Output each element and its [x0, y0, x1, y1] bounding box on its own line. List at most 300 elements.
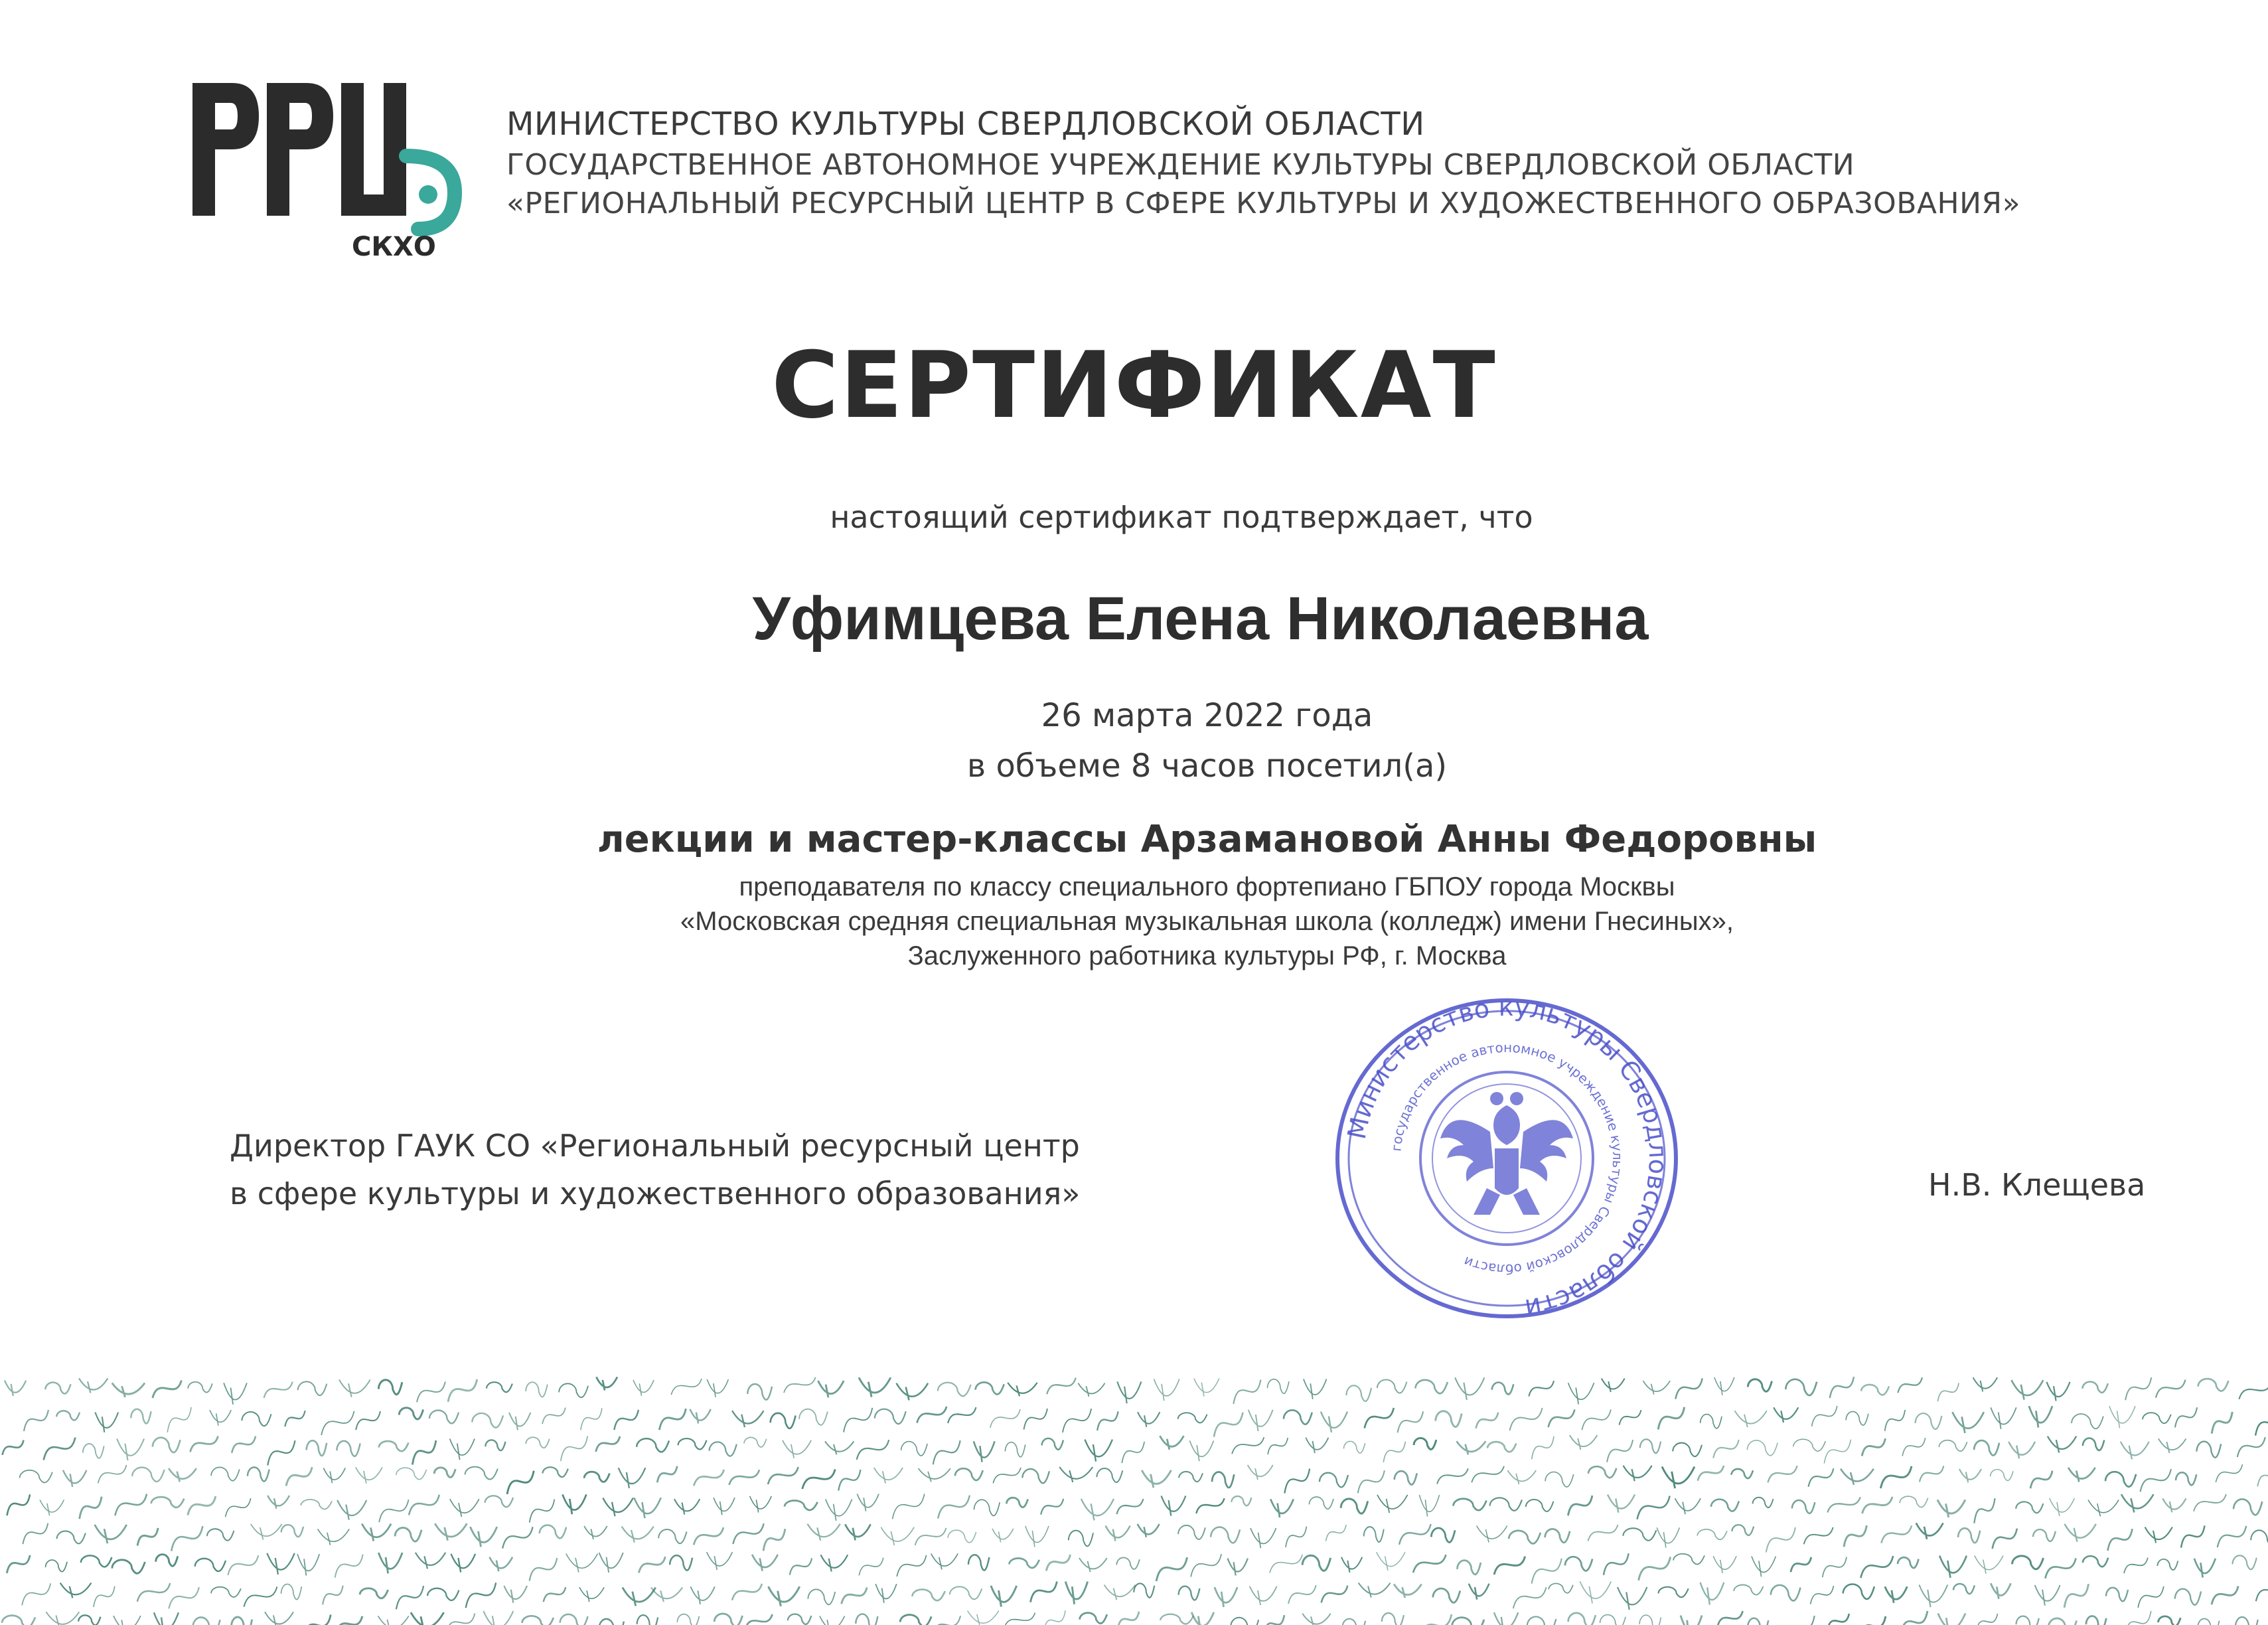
pattern-stroke	[1270, 1555, 1302, 1573]
pattern-stroke	[2138, 1586, 2164, 1608]
pattern-stroke	[2048, 1436, 2076, 1453]
pattern-stroke	[1681, 1616, 1702, 1625]
pattern-stroke	[1974, 1498, 1995, 1523]
pattern-stroke	[714, 1498, 735, 1515]
pattern-stroke	[81, 1555, 112, 1567]
pattern-stroke	[1191, 1554, 1221, 1577]
pattern-stroke	[596, 1436, 620, 1452]
pattern-stroke	[881, 1527, 914, 1545]
pattern-stroke	[729, 1470, 759, 1485]
pattern-stroke	[1588, 1466, 1616, 1478]
pattern-stroke	[396, 1468, 427, 1480]
pattern-stroke	[948, 1407, 976, 1423]
pattern-stroke	[1414, 1438, 1436, 1449]
pattern-stroke	[304, 1614, 331, 1625]
pattern-stroke	[2108, 1529, 2133, 1551]
pattern-stroke	[1804, 1527, 1833, 1544]
pattern-stroke	[335, 1554, 363, 1577]
pattern-stroke	[844, 1408, 872, 1432]
pattern-stroke	[2, 1616, 35, 1625]
pattern-stroke	[1346, 1385, 1371, 1401]
pattern-stroke	[24, 1410, 48, 1431]
pattern-stroke	[931, 1553, 958, 1569]
pattern-stroke	[1701, 1583, 1724, 1605]
pattern-stroke	[1160, 1436, 1183, 1450]
pattern-stroke	[132, 1468, 164, 1482]
pattern-stroke	[1570, 1435, 1598, 1450]
pattern-stroke	[622, 1527, 654, 1543]
pattern-stroke	[1830, 1377, 1854, 1398]
pattern-stroke	[1341, 1557, 1362, 1573]
pattern-stroke	[244, 1586, 277, 1606]
pattern-stroke	[2216, 1464, 2242, 1482]
pattern-stroke	[1079, 1558, 1107, 1572]
pattern-stroke	[1398, 1411, 1423, 1432]
pattern-stroke	[1509, 1531, 1541, 1544]
pattern-stroke	[2012, 1556, 2044, 1569]
pattern-stroke	[450, 1499, 479, 1517]
pattern-stroke	[584, 1526, 607, 1539]
institution-line-1: ГОСУДАРСТВЕННОЕ АВТОНОМНОЕ УЧРЕЖДЕНИЕ КУЛЬТУРЫ СВЕРДЛОВСКОЙ ОБЛАСТИ	[506, 148, 1855, 182]
pattern-stroke	[1809, 1468, 1834, 1487]
pattern-stroke	[1421, 1614, 1452, 1625]
pattern-stroke	[2218, 1526, 2246, 1547]
pattern-stroke	[820, 1555, 848, 1571]
pattern-stroke	[1042, 1438, 1063, 1450]
pattern-stroke	[2198, 1618, 2219, 1625]
pattern-stroke	[427, 1588, 459, 1600]
pattern-stroke	[763, 1529, 785, 1551]
pattern-stroke	[360, 1588, 388, 1598]
pattern-stroke	[378, 1553, 402, 1573]
pattern-stroke	[193, 1617, 220, 1625]
pattern-stroke	[788, 1614, 811, 1624]
pattern-stroke	[2175, 1589, 2201, 1605]
pattern-stroke	[22, 1583, 50, 1605]
pattern-stroke	[1286, 1527, 1306, 1547]
pattern-stroke	[1993, 1529, 2017, 1549]
pattern-stroke	[1189, 1440, 1213, 1461]
pattern-stroke	[1419, 1495, 1439, 1517]
pattern-stroke	[674, 1499, 700, 1514]
pattern-stroke	[896, 1383, 928, 1401]
pattern-stroke	[1532, 1559, 1562, 1584]
pattern-stroke	[2121, 1494, 2154, 1512]
pattern-stroke	[448, 1379, 477, 1402]
pattern-stroke	[1365, 1408, 1394, 1429]
pattern-stroke	[2124, 1558, 2148, 1574]
pattern-stroke	[1227, 1558, 1247, 1575]
pattern-stroke	[1885, 1410, 1906, 1431]
pattern-stroke	[893, 1494, 925, 1519]
pattern-stroke	[2176, 1472, 2196, 1485]
pattern-stroke	[1069, 1531, 1093, 1547]
pattern-stroke	[1005, 1442, 1025, 1457]
pattern-stroke	[2048, 1618, 2076, 1625]
pattern-stroke	[599, 1553, 623, 1573]
pattern-stroke	[2157, 1559, 2178, 1570]
pattern-stroke	[2212, 1586, 2238, 1604]
pattern-stroke	[633, 1380, 654, 1396]
pattern-stroke	[566, 1554, 598, 1573]
pattern-stroke	[1953, 1584, 1975, 1594]
pattern-stroke	[799, 1409, 828, 1425]
pattern-stroke	[297, 1554, 319, 1575]
org-header	[506, 105, 2033, 223]
pattern-stroke	[83, 1444, 104, 1458]
pattern-stroke	[1604, 1553, 1629, 1575]
pattern-stroke	[1215, 1587, 1237, 1607]
pattern-stroke	[2106, 1588, 2128, 1602]
pattern-stroke	[156, 1555, 178, 1567]
pattern-stroke	[1846, 1411, 1868, 1425]
pattern-stroke	[1341, 1499, 1368, 1513]
pattern-stroke	[1059, 1467, 1093, 1482]
pattern-stroke	[80, 1497, 102, 1519]
pattern-stroke	[1457, 1561, 1480, 1575]
pattern-stroke	[1900, 1496, 1928, 1508]
pattern-stroke	[210, 1410, 231, 1425]
pattern-stroke	[1325, 1525, 1346, 1541]
pattern-stroke	[395, 1527, 421, 1541]
pattern-stroke	[1602, 1378, 1625, 1392]
pattern-stroke	[56, 1411, 80, 1420]
pattern-stroke	[1673, 1554, 1704, 1565]
pattern-stroke	[378, 1616, 408, 1625]
pattern-stroke	[378, 1380, 402, 1395]
pattern-stroke	[228, 1555, 258, 1575]
pattern-stroke	[1477, 1525, 1507, 1542]
pattern-stroke	[1938, 1613, 1965, 1625]
pattern-stroke	[802, 1469, 835, 1489]
pattern-stroke	[694, 1527, 723, 1545]
pattern-stroke	[95, 1412, 118, 1432]
pattern-stroke	[1618, 1587, 1647, 1610]
pattern-stroke	[950, 1586, 982, 1599]
pattern-stroke	[502, 1527, 532, 1548]
pattern-stroke	[561, 1436, 587, 1461]
pattern-stroke	[1081, 1499, 1114, 1520]
pattern-stroke	[1582, 1409, 1611, 1430]
pattern-stroke	[1735, 1411, 1767, 1427]
pattern-stroke	[1991, 1407, 2016, 1429]
pattern-stroke	[45, 1383, 70, 1394]
pattern-stroke	[677, 1614, 699, 1625]
pattern-stroke	[115, 1494, 147, 1516]
pattern-stroke	[301, 1500, 332, 1509]
pattern-stroke	[1959, 1469, 1981, 1482]
pattern-stroke	[1156, 1557, 1187, 1581]
pattern-stroke	[974, 1441, 995, 1462]
pattern-stroke	[1507, 1470, 1536, 1484]
pattern-stroke	[137, 1528, 158, 1546]
pattern-stroke	[1937, 1383, 1959, 1401]
pattern-stroke	[1211, 1527, 1240, 1543]
pattern-stroke	[530, 1500, 555, 1523]
pattern-stroke	[1902, 1438, 1926, 1456]
pattern-stroke	[658, 1529, 686, 1543]
pattern-stroke	[399, 1408, 423, 1419]
pattern-stroke	[1713, 1440, 1738, 1458]
pattern-stroke	[1268, 1438, 1288, 1454]
pattern-stroke	[1085, 1440, 1112, 1462]
director-line-1: Директор ГАУК СО «Региональный ресурсный центр	[230, 1128, 1080, 1164]
pattern-stroke	[785, 1501, 818, 1510]
pattern-stroke	[2050, 1498, 2075, 1516]
pattern-stroke	[948, 1530, 976, 1543]
pattern-stroke	[1827, 1614, 1849, 1625]
pattern-stroke	[771, 1413, 796, 1429]
pattern-stroke	[154, 1612, 179, 1625]
pattern-stroke	[544, 1587, 566, 1602]
pattern-stroke	[307, 1440, 327, 1456]
pattern-stroke	[744, 1437, 767, 1447]
pattern-stroke	[526, 1437, 549, 1448]
pattern-stroke	[530, 1558, 558, 1581]
pattern-stroke	[242, 1412, 271, 1426]
pattern-stroke	[435, 1523, 467, 1541]
pattern-stroke	[1117, 1381, 1141, 1403]
logo-subtext: СКХО	[352, 232, 436, 262]
pattern-stroke	[917, 1407, 946, 1423]
pattern-stroke	[1415, 1380, 1447, 1393]
pattern-stroke	[1382, 1613, 1404, 1625]
pattern-stroke	[2105, 1472, 2136, 1487]
pattern-stroke	[487, 1382, 512, 1392]
pattern-stroke	[1304, 1379, 1327, 1399]
pattern-stroke	[465, 1467, 498, 1480]
pattern-stroke	[1106, 1525, 1130, 1541]
pattern-stroke	[416, 1553, 445, 1569]
pattern-stroke	[783, 1440, 811, 1458]
pattern-stroke	[1639, 1615, 1661, 1625]
pattern-stroke	[1191, 1612, 1214, 1625]
pattern-stroke	[1532, 1436, 1554, 1459]
pattern-stroke	[153, 1438, 181, 1452]
pattern-stroke	[1134, 1583, 1154, 1597]
pattern-stroke	[1565, 1557, 1592, 1571]
pattern-stroke	[1302, 1614, 1330, 1625]
pattern-stroke	[323, 1586, 343, 1605]
pattern-stroke	[579, 1587, 604, 1602]
pattern-stroke	[1620, 1410, 1641, 1425]
pattern-stroke	[1436, 1411, 1462, 1427]
pattern-stroke	[117, 1438, 144, 1460]
pattern-stroke	[1920, 1466, 1943, 1482]
pattern-stroke	[2162, 1498, 2186, 1512]
pattern-stroke	[2121, 1442, 2149, 1460]
pattern-stroke	[1545, 1472, 1574, 1486]
pattern-stroke	[78, 1615, 100, 1625]
pattern-stroke	[113, 1616, 141, 1625]
pattern-stroke	[1974, 1440, 1999, 1455]
pattern-stroke	[637, 1615, 658, 1625]
pattern-stroke	[1284, 1469, 1310, 1494]
pattern-stroke	[2016, 1616, 2039, 1625]
pattern-stroke	[1116, 1499, 1143, 1514]
pattern-stroke	[1490, 1498, 1522, 1510]
pattern-stroke	[2082, 1382, 2107, 1393]
pattern-stroke	[1142, 1470, 1171, 1488]
pattern-stroke	[1179, 1586, 1200, 1600]
pattern-stroke	[1469, 1584, 1489, 1600]
pattern-stroke	[1437, 1468, 1468, 1484]
pattern-stroke	[1588, 1525, 1618, 1541]
pattern-stroke	[450, 1438, 475, 1460]
pattern-stroke	[1383, 1442, 1405, 1462]
desc-line-1: преподавателя по классу специального фортепиано ГБПОУ города Москвы	[739, 872, 1675, 901]
pattern-stroke	[2197, 1441, 2222, 1457]
pattern-stroke	[2233, 1499, 2262, 1515]
pattern-stroke	[1698, 1466, 1724, 1481]
pattern-stroke	[808, 1589, 835, 1604]
pattern-stroke	[968, 1555, 989, 1570]
pattern-stroke	[875, 1409, 906, 1424]
pattern-stroke	[1431, 1528, 1455, 1543]
pattern-stroke	[637, 1438, 669, 1452]
pattern-stroke	[1774, 1407, 1798, 1423]
pattern-stroke	[1041, 1499, 1063, 1515]
pattern-stroke	[1827, 1497, 1860, 1512]
pattern-stroke	[2125, 1377, 2151, 1400]
pattern-stroke	[2257, 1467, 2268, 1486]
pattern-stroke	[379, 1500, 408, 1522]
pattern-stroke	[1009, 1559, 1039, 1568]
pattern-stroke	[1812, 1406, 1837, 1427]
pattern-stroke	[60, 1583, 92, 1598]
pattern-stroke	[1607, 1440, 1633, 1462]
pattern-stroke	[1078, 1383, 1104, 1397]
pattern-stroke	[281, 1584, 302, 1599]
pattern-stroke	[1104, 1585, 1136, 1600]
pattern-stroke	[875, 1584, 897, 1603]
pattern-stroke	[1711, 1500, 1739, 1511]
pattern-stroke	[2256, 1581, 2268, 1601]
pattern-stroke	[379, 1441, 409, 1451]
pattern-stroke	[2083, 1438, 2104, 1450]
pattern-stroke	[842, 1587, 867, 1604]
pattern-stroke	[1284, 1410, 1312, 1424]
pattern-stroke	[938, 1383, 971, 1397]
pattern-stroke	[820, 1616, 845, 1625]
pattern-stroke	[321, 1411, 354, 1435]
org-logo	[192, 70, 471, 262]
pattern-stroke	[446, 1614, 475, 1625]
pattern-stroke	[1766, 1527, 1795, 1552]
pattern-stroke	[1162, 1496, 1186, 1515]
pattern-stroke	[2045, 1558, 2076, 1578]
pattern-stroke	[1116, 1557, 1140, 1569]
pattern-stroke	[584, 1472, 609, 1482]
pattern-stroke	[248, 1467, 269, 1481]
pattern-stroke	[1916, 1413, 1942, 1429]
pattern-stroke	[1065, 1582, 1087, 1604]
pattern-stroke	[63, 1470, 86, 1487]
pattern-stroke	[40, 1500, 64, 1515]
pattern-stroke	[95, 1525, 127, 1543]
pattern-stroke	[489, 1557, 512, 1572]
pattern-stroke	[678, 1438, 707, 1449]
pattern-stroke	[1752, 1556, 1776, 1577]
pattern-stroke	[2035, 1585, 2060, 1606]
pattern-stroke	[1753, 1498, 1774, 1508]
pattern-stroke	[1860, 1556, 1893, 1578]
pattern-stroke	[2083, 1556, 2108, 1567]
pattern-stroke	[1377, 1495, 1408, 1513]
pattern-stroke	[1395, 1471, 1417, 1484]
pattern-stroke	[2237, 1437, 2265, 1457]
pattern-stroke	[614, 1410, 639, 1430]
pattern-stroke	[1138, 1412, 1160, 1427]
pattern-stroke	[1288, 1585, 1316, 1604]
pattern-stroke	[131, 1409, 151, 1424]
pattern-stroke	[1321, 1412, 1347, 1432]
pattern-stroke	[1898, 1557, 1918, 1568]
pattern-stroke	[599, 1619, 624, 1625]
pattern-stroke	[1958, 1528, 1980, 1543]
pattern-stroke	[1231, 1618, 1258, 1625]
pattern-stroke	[1973, 1377, 1998, 1391]
pattern-stroke	[1320, 1473, 1348, 1488]
pattern-stroke	[1004, 1613, 1035, 1625]
pattern-stroke	[993, 1468, 1021, 1484]
event-title: лекции и мастер-классы Арзамановой Анны Федоровны	[597, 818, 1817, 861]
pattern-stroke	[1306, 1438, 1328, 1453]
pattern-stroke	[23, 1523, 48, 1544]
pattern-stroke	[1178, 1525, 1205, 1539]
pattern-stroke	[509, 1413, 530, 1431]
pattern-stroke	[992, 1529, 1014, 1543]
pattern-stroke	[1939, 1556, 1967, 1578]
pattern-stroke	[639, 1557, 665, 1573]
pattern-stroke	[1823, 1557, 1847, 1578]
pattern-stroke	[732, 1411, 763, 1427]
pattern-stroke	[2072, 1414, 2103, 1429]
pattern-stroke	[1309, 1497, 1333, 1509]
pattern-stroke	[7, 1494, 31, 1515]
pattern-stroke	[46, 1612, 79, 1625]
pattern-stroke	[1697, 1529, 1727, 1539]
pattern-stroke	[1549, 1409, 1575, 1427]
pattern-stroke	[1494, 1557, 1525, 1575]
institution-line-2: «РЕГИОНАЛЬНЫЙ РЕСУРСНЫЙ ЦЕНТР В СФЕРЕ КУЛЬТУРЫ И ХУДОЖЕСТВЕННОГО ОБРАЗОВАНИЯ»	[506, 187, 2020, 220]
pattern-stroke	[543, 1467, 568, 1477]
pattern-stroke	[323, 1468, 345, 1483]
pattern-stroke	[1248, 1410, 1273, 1431]
pattern-stroke	[1022, 1469, 1049, 1483]
pattern-stroke	[619, 1468, 646, 1488]
pattern-stroke	[560, 1614, 588, 1625]
pattern-stroke	[1568, 1613, 1596, 1625]
pattern-stroke	[1413, 1555, 1446, 1573]
pattern-stroke	[856, 1614, 877, 1625]
pattern-stroke	[1476, 1413, 1499, 1429]
lecturer-description	[0, 870, 2268, 973]
pattern-stroke	[1640, 1439, 1661, 1453]
pattern-stroke	[1302, 1555, 1330, 1571]
pattern-stroke	[859, 1377, 891, 1397]
pattern-stroke	[1881, 1525, 1912, 1543]
pattern-stroke	[1643, 1381, 1670, 1395]
pattern-stroke	[2235, 1617, 2258, 1625]
pattern-stroke	[912, 1589, 945, 1600]
pattern-stroke	[1658, 1407, 1685, 1430]
pattern-stroke	[859, 1558, 883, 1576]
pattern-stroke	[1233, 1380, 1260, 1404]
pattern-stroke	[1662, 1466, 1695, 1488]
pattern-stroke	[264, 1382, 293, 1398]
pattern-stroke	[171, 1526, 202, 1551]
